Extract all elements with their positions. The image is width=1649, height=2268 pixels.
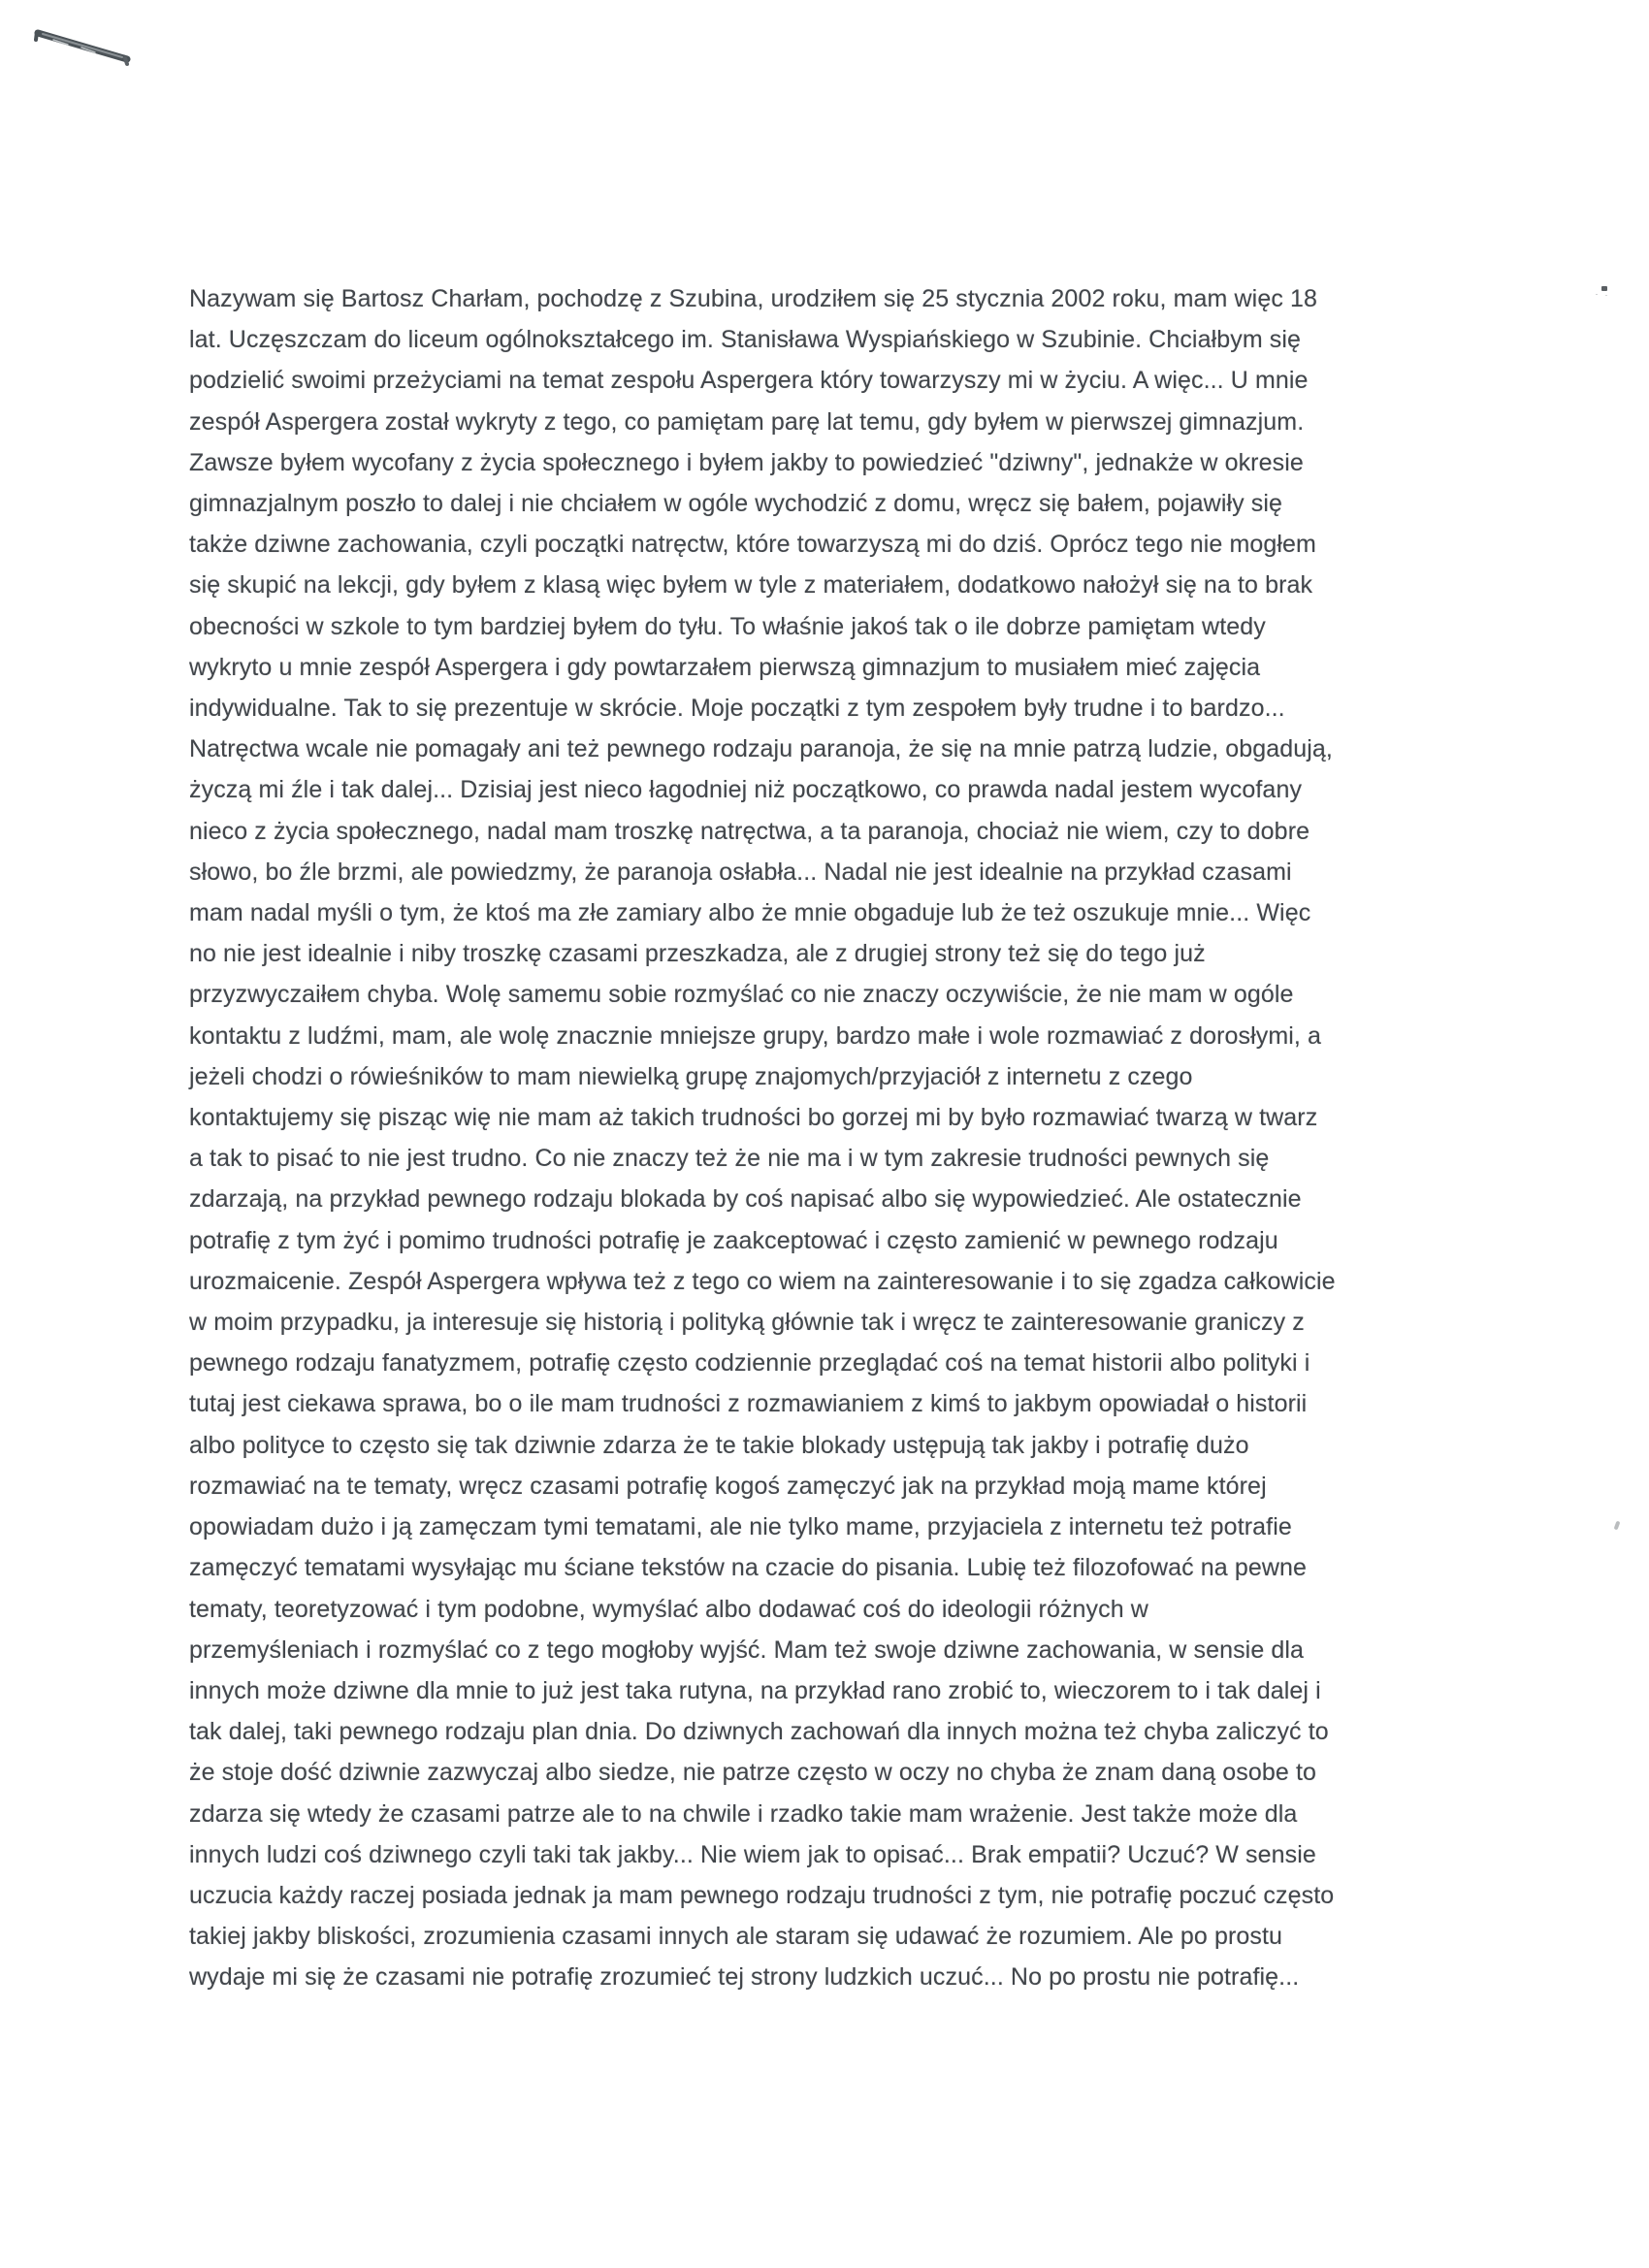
text-line: słowo, bo źle brzmi, ale powiedzmy, że paranoja osłabła... Nadal nie jest idealnie na przykład czasami bbox=[189, 858, 1292, 886]
text-line: takiej jakby bliskości, zrozumienia czasami innych ale staram się udawać że rozumiem. Ale po prostu bbox=[189, 1923, 1283, 1951]
text-line: przyzwyczaiłem chyba. Wolę samemu sobie rozmyślać co nie znaczy oczywiście, że nie mam w ogóle bbox=[189, 981, 1294, 1009]
text-line: nieco z życia społecznego, nadal mam troszkę natręctwa, a ta paranoja, chociaż nie wiem, czy to dobre bbox=[189, 817, 1310, 845]
text-line: kontaktujemy się pisząc wię nie mam aż takich trudności bo gorzej mi by było rozmawiać twarzą w twarz bbox=[189, 1104, 1318, 1132]
text-line: no nie jest idealnie i niby troszkę czasami przeszkadza, ale z drugiej strony też się do tego już bbox=[189, 940, 1206, 968]
text-line: zdarzają, na przykład pewnego rodzaju blokada by coś napisać albo się wypowiedzieć. Ale ostatecznie bbox=[189, 1185, 1302, 1214]
text-line: mam nadal myśli o tym, że ktoś ma złe zamiary albo że mnie obgaduje lub że też oszukuje mnie... Więc bbox=[189, 899, 1311, 927]
text-line: zdarza się wtedy że czasami patrze ale to na chwile i rzadko takie mam wrażenie. Jest także może dla bbox=[189, 1799, 1298, 1828]
text-line: tematy, teoretyzować i tym podobne, wymyślać albo dodawać coś do ideologii różnych w bbox=[189, 1595, 1148, 1623]
text-line: przemyśleniach i rozmyślać co z tego mogłoby wyjść. Mam też swoje dziwne zachowania, w sensie dla bbox=[189, 1636, 1305, 1664]
text-line: w moim przypadku, ja interesuje się historią i polityką głównie tak i wręcz te zainteresowanie graniczy z bbox=[189, 1309, 1305, 1337]
text-line: zespół Aspergera został wykryty z tego, co pamiętam parę lat temu, gdy byłem w pierwszej gimnazjum. bbox=[189, 407, 1305, 436]
text-line: albo polityce to często się tak dziwnie zdarza że te takie blokady ustępują tak jakby i potrafię dużo bbox=[189, 1431, 1249, 1459]
text-line: Natręctwa wcale nie pomagały ani też pewnego rodzaju paranoja, że się na mnie patrzą ludzie, obgadują, bbox=[189, 735, 1333, 763]
text-line: Zawsze byłem wycofany z życia społecznego i byłem jakby to powiedzieć "dziwny", jednakże w okresie bbox=[189, 448, 1304, 476]
text-line: innych ludzi coś dziwnego czyli taki tak jakby... Nie wiem jak to opisać... Brak empatii? Uczuć? W sensie bbox=[189, 1840, 1316, 1868]
text-line: kontaktu z ludźmi, mam, ale wolę znacznie mniejsze grupy, bardzo małe i wole rozmawiać z dorosłymi, a bbox=[189, 1021, 1322, 1050]
text-line: pewnego rodzaju fanatyzmem, potrafię często codziennie przeglądać coś na temat historii albo polityki i bbox=[189, 1349, 1310, 1377]
text-line: obecności w szkole to tym bardziej byłem do tyłu. To właśnie jakoś tak o ile dobrze pamiętam wtedy bbox=[189, 612, 1266, 640]
text-line: tak dalej, taki pewnego rodzaju plan dnia. Do dziwnych zachowań dla innych można też chyba zaliczyć to bbox=[189, 1718, 1329, 1746]
document-text bbox=[189, 278, 1605, 1998]
text-line: podzielić swoimi przeżyciami na temat zespołu Aspergera który towarzyszy mi w życiu. A więc... U mnie bbox=[189, 367, 1309, 395]
text-line: uczucia każdy raczej posiada jednak ja mam pewnego rodzaju trudności z tym, nie potrafię poczuć często bbox=[189, 1881, 1335, 1909]
pen-scratch-icon bbox=[0, 0, 175, 97]
text-line: potrafię z tym żyć i pomimo trudności potrafię je zaakceptować i często zamienić w pewnego rodzaju bbox=[189, 1226, 1278, 1254]
text-line: życzą mi źle i tak dalej... Dzisiaj jest nieco łagodniej niż początkowo, co prawda nadal jestem wycofany bbox=[189, 776, 1303, 804]
text-line: gimnazjalnym poszło to dalej i nie chciałem w ogóle wychodzić z domu, wręcz się bałem, pojawiły się bbox=[189, 490, 1283, 518]
text-line: wydaje mi się że czasami nie potrafię zrozumieć tej strony ludzkich uczuć... No po prostu nie potrafię... bbox=[189, 1963, 1300, 1992]
text-line: indywidualne. Tak to się prezentuje w skrócie. Moje początki z tym zespołem były trudne i to bardzo... bbox=[189, 695, 1285, 723]
text-line: że stoje dość dziwnie zazwyczaj albo siedze, nie patrze często w oczy no chyba że znam daną osobe to bbox=[189, 1759, 1317, 1787]
text-line: tutaj jest ciekawa sprawa, bo o ile mam trudności z rozmawianiem z kimś to jakbym opowiadał o historii bbox=[189, 1390, 1308, 1418]
text-line: opowiadam dużo i ją zamęczam tymi tematami, ale nie tylko mame, przyjaciela z internetu też potrafie bbox=[189, 1513, 1292, 1541]
text-line: także dziwne zachowania, czyli początki natręctw, które towarzyszą mi do dziś. Oprócz tego nie mogłem bbox=[189, 531, 1316, 559]
text-line: urozmaicenie. Zespół Aspergera wpływa też z tego co wiem na zainteresowanie i to się zgadza całkowicie bbox=[189, 1267, 1336, 1295]
text-line: jeżeli chodzi o rówieśników to mam niewielką grupę znajomych/przyjaciół z internetu z czego bbox=[189, 1062, 1193, 1090]
text-line: a tak to pisać to nie jest trudno. Co nie znaczy też że nie ma i w tym zakresie trudności pewnych się bbox=[189, 1145, 1270, 1173]
scan-speck-icon bbox=[1614, 1521, 1621, 1531]
text-line: innych może dziwne dla mnie to już jest taka rutyna, na przykład rano zrobić to, wieczorem to i tak dalej i bbox=[189, 1676, 1321, 1704]
text-line: Nazywam się Bartosz Charłam, pochodzę z Szubina, urodziłem się 25 stycznia 2002 roku, mam więc 18 bbox=[189, 285, 1317, 312]
text-line: wykryto u mnie zespół Aspergera i gdy powtarzałem pierwszą gimnazjum to musiałem mieć zajęcia bbox=[189, 653, 1261, 681]
text-line: się skupić na lekcji, gdy byłem z klasą więc byłem w tyle z materiałem, dodatkowo nałożył się na to brak bbox=[189, 571, 1313, 599]
text-line: zamęczyć tematami wysyłając mu ściane tekstów na czacie do pisania. Lubię też filozofować na pewne bbox=[189, 1554, 1308, 1582]
text-line: lat. Uczęszczam do liceum ogólnokształcego im. Stanisława Wyspiańskiego w Szubinie. Chciałbym się bbox=[189, 326, 1302, 354]
text-line: rozmawiać na te tematy, wręcz czasami potrafię kogoś zamęczyć jak na przykład moją mame której bbox=[189, 1472, 1267, 1500]
